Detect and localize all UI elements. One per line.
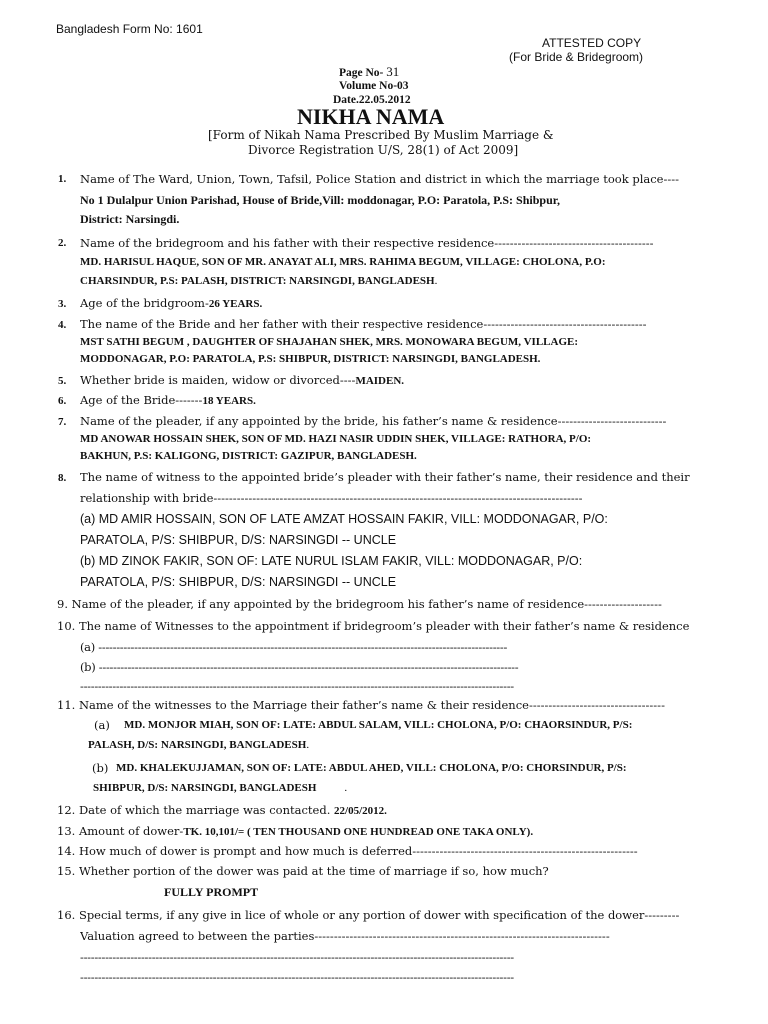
item-15-question: 15. Whether portion of the dower was paid at the time of marriage if so, how much? [57, 864, 549, 878]
page-number: Page No- 31 [339, 64, 400, 79]
item-8-question-2: relationship with bride----------------------------------------------------------------------------------------------- [80, 491, 583, 505]
attested-copy: ATTESTED COPY [542, 36, 642, 50]
item-11-question: 11. Name of the witnesses to the Marriage their father’s name & their residence----------------------------------- [57, 698, 665, 712]
item-5-number: 5. [58, 375, 67, 387]
item-2-question: Name of the bridegroom and his father with their respective residence----------------------------------------- [80, 236, 654, 250]
attested-copy-sub: (For Bride & Bridegroom) [509, 50, 644, 64]
item-16-question: 16. Special terms, if any give in lice of whole or any portion of dower with specification of the dower--------- [57, 908, 680, 922]
item-8-witness-b-1: (b) MD ZINOK FAKIR, SON OF: LATE NURUL ISLAM FAKIR, VILL: MODDONAGAR, P/O: [80, 554, 583, 568]
item-10-witness-b-blank-2: ------------------------------------------------------------------------------------------------------------------------- [80, 679, 514, 693]
item-1-number: 1. [58, 173, 67, 185]
item-16-blank-1: ------------------------------------------------------------------------------------------------------------------------- [80, 950, 514, 964]
item-12-question: 12. Date of which the marriage was contacted. 22/05/2012. [57, 803, 387, 817]
item-8-question-1: The name of witness to the appointed bride’s pleader with their father’s name, their residence and their [80, 470, 690, 484]
item-3-question: Age of the bridgroom-26 YEARS. [80, 296, 263, 310]
item-1-answer-2: District: Narsingdi. [80, 212, 180, 226]
page-title: NIKHA NAMA [297, 104, 445, 129]
item-7-number: 7. [58, 416, 67, 428]
item-11-witness-a-2: PALASH, D/S: NARSINGDI, BANGLADESH. [88, 739, 310, 751]
item-8-number: 8. [58, 472, 67, 484]
item-11-witness-b-label: (b) [92, 761, 109, 775]
item-4-answer-2: MODDONAGAR, P.O: PARATOLA, P.S: SHIBPUR, DISTRICT: NARSINGDI, BANGLADESH. [80, 353, 541, 365]
item-16-question-2: Valuation agreed to between the parties---------------------------------------------------------------------------- [80, 929, 610, 943]
subtitle-line-2: Divorce Registration U/S, 28(1) of Act 2009] [248, 143, 519, 157]
form-number: Bangladesh Form No: 1601 [56, 22, 203, 36]
item-14-question: 14. How much of dower is prompt and how much is deferred---------------------------------------------------------- [57, 844, 638, 858]
item-9-question: 9. Name of the pleader, if any appointed by the bridegroom his father’s name of residence-------------------- [57, 597, 662, 611]
item-4-answer-1: MST SATHI BEGUM , DAUGHTER OF SHAJAHAN SHEK, MRS. MONOWARA BEGUM, VILLAGE: [80, 336, 579, 348]
item-7-answer-2: BAKHUN, P.S: KALIGONG, DISTRICT: GAZIPUR, BANGLADESH. [80, 450, 417, 462]
item-2-answer-2: CHARSINDUR, P.S: PALASH, DISTRICT: NARSINGDI, BANGLADESH. [80, 275, 438, 287]
item-5-question: Whether bride is maiden, widow or divorced----MAIDEN. [80, 373, 405, 387]
item-1-answer-1: No 1 Dulalpur Union Parishad, House of Bride,Vill: moddonagar, P.O: Paratola, P.S: Shibpur, [80, 193, 560, 207]
item-15-answer: FULLY PROMPT [164, 885, 259, 899]
item-7-answer-1: MD ANOWAR HOSSAIN SHEK, SON OF MD. HAZI NASIR UDDIN SHEK, VILLAGE: RATHORA, P/O: [80, 433, 592, 445]
volume-number: Volume No-03 [339, 80, 409, 92]
item-13-question: 13. Amount of dower-TK. 10,101/= ( TEN THOUSAND ONE HUNDREAD ONE TAKA ONLY). [57, 824, 534, 838]
item-10-witness-b-blank: (b) --------------------------------------------------------------------------------------------------------------------- [80, 660, 519, 674]
document-date: Date.22.05.2012 [333, 94, 411, 106]
item-3-number: 3. [58, 298, 67, 310]
subtitle-line-1: [Form of Nikah Nama Prescribed By Muslim Marriage & [208, 128, 554, 142]
item-6-number: 6. [58, 395, 67, 407]
item-7-question: Name of the pleader, if any appointed by the bride, his father’s name & residence---------------------------- [80, 414, 667, 428]
item-11-witness-b-2: SHIBPUR, D/S: NARSINGDI, BANGLADESH . [93, 782, 348, 794]
item-16-blank-2: ------------------------------------------------------------------------------------------------------------------------- [80, 970, 514, 984]
item-10-question: 10. The name of Witnesses to the appointment if bridegroom’s pleader with their father’s name & residence [57, 619, 690, 633]
item-10-witness-a-blank: (a) ------------------------------------------------------------------------------------------------------------------ [80, 640, 508, 654]
item-1-question: Name of The Ward, Union, Town, Tafsil, Police Station and district in which the marriage took place---- [80, 172, 680, 186]
item-6-question: Age of the Bride-------18 YEARS. [80, 393, 256, 407]
item-8-witness-a-2: PARATOLA, P/S: SHIBPUR, D/S: NARSINGDI -- UNCLE [80, 533, 397, 547]
item-11-witness-a-1: MD. MONJOR MIAH, SON OF: LATE: ABDUL SALAM, VILL: CHOLONA, P/O: CHAORSINDUR, P/S: [124, 719, 633, 731]
item-4-number: 4. [58, 319, 67, 331]
item-11-witness-a-label: (a) [94, 718, 110, 732]
item-8-witness-a-1: (a) MD AMIR HOSSAIN, SON OF LATE AMZAT HOSSAIN FAKIR, VILL: MODDONAGAR, P/O: [80, 512, 608, 526]
item-2-number: 2. [58, 237, 67, 249]
item-4-question: The name of the Bride and her father with their respective residence------------------------------------------ [80, 317, 647, 331]
item-2-answer-1: MD. HARISUL HAQUE, SON OF MR. ANAYAT ALI, MRS. RAHIMA BEGUM, VILLAGE: CHOLONA, P.O: [80, 256, 606, 268]
item-8-witness-b-2: PARATOLA, P/S: SHIBPUR, D/S: NARSINGDI -- UNCLE [80, 575, 397, 589]
item-11-witness-b-1: MD. KHALEKUJJAMAN, SON OF: LATE: ABDUL AHED, VILL: CHOLONA, P/O: CHORSINDUR, P/S: [116, 762, 627, 774]
